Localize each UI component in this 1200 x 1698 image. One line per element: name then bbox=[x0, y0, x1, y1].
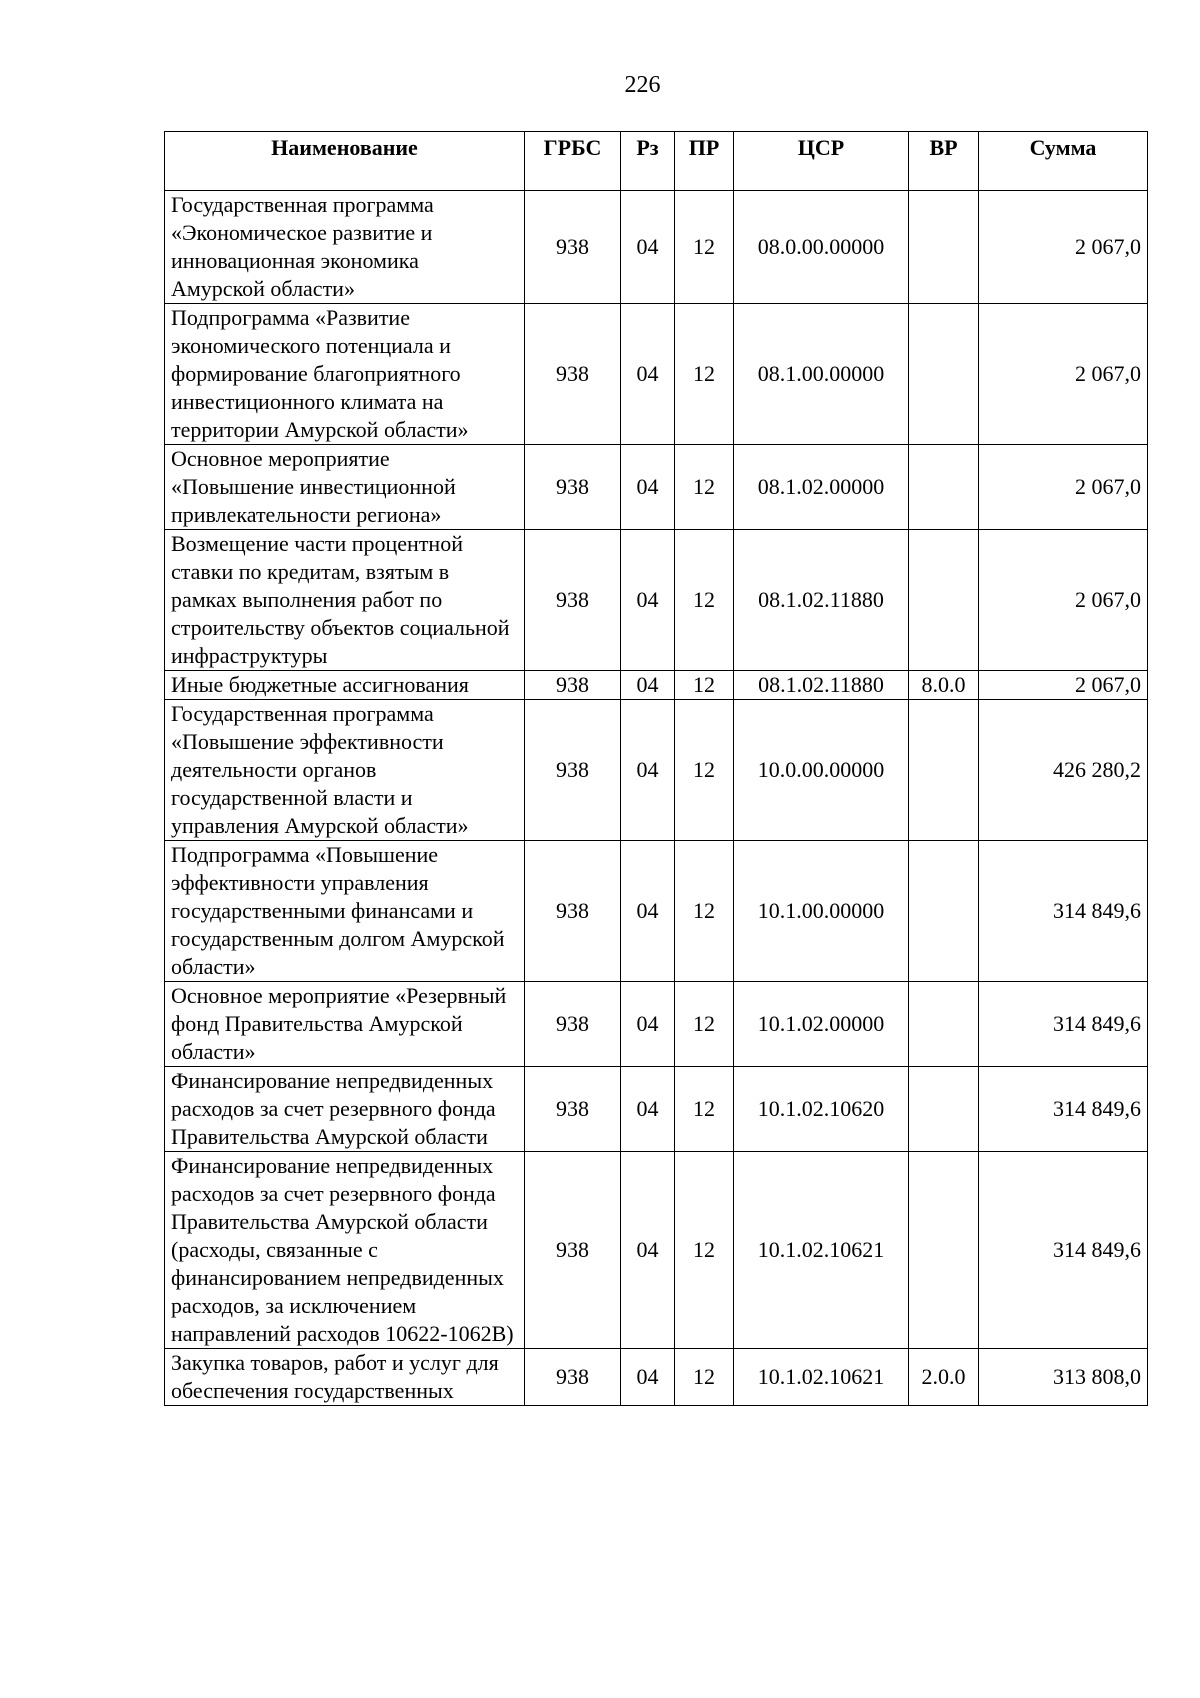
row-pr: 12 bbox=[675, 1067, 734, 1152]
row-rz: 04 bbox=[621, 841, 675, 982]
row-name: Возмещение части процентной ставки по кредитам, взятым в рамках выполнения работ по строительству объектов социальной инфраструктуры bbox=[165, 530, 525, 671]
table-body bbox=[165, 191, 1148, 1406]
row-vr bbox=[909, 700, 979, 841]
row-vr bbox=[909, 530, 979, 671]
row-sum: 314 849,6 bbox=[979, 1067, 1148, 1152]
row-sum: 2 067,0 bbox=[979, 530, 1148, 671]
row-rz: 04 bbox=[621, 1152, 675, 1349]
row-csr: 08.0.00.00000 bbox=[734, 191, 909, 304]
row-vr bbox=[909, 445, 979, 530]
row-pr: 12 bbox=[675, 841, 734, 982]
row-name: Подпрограмма «Повышение эффективности управления государственными финансами и государственным долгом Амурской области» bbox=[165, 841, 525, 982]
row-name: Финансирование непредвиденных расходов за счет резервного фонда Правительства Амурской области bbox=[165, 1067, 525, 1152]
row-grbs: 938 bbox=[525, 191, 621, 304]
row-pr: 12 bbox=[675, 1349, 734, 1406]
row-name: Финансирование непредвиденных расходов за счет резервного фонда Правительства Амурской области (расходы, связанные с финансированием непредвиденных расходов, за исключением направлений расходов 10622-1062В) bbox=[165, 1152, 525, 1349]
row-sum: 2 067,0 bbox=[979, 445, 1148, 530]
header-csr: ЦСР bbox=[734, 132, 909, 191]
row-csr: 08.1.02.11880 bbox=[734, 530, 909, 671]
table-row bbox=[165, 530, 1148, 671]
table-row bbox=[165, 191, 1148, 304]
row-grbs: 938 bbox=[525, 530, 621, 671]
row-vr bbox=[909, 304, 979, 445]
row-vr: 2.0.0 bbox=[909, 1349, 979, 1406]
row-sum: 314 849,6 bbox=[979, 982, 1148, 1067]
row-vr bbox=[909, 191, 979, 304]
row-name: Закупка товаров, работ и услуг для обеспечения государственных bbox=[165, 1349, 525, 1406]
row-grbs: 938 bbox=[525, 1067, 621, 1152]
row-rz: 04 bbox=[621, 530, 675, 671]
row-rz: 04 bbox=[621, 1349, 675, 1406]
header-vr: ВР bbox=[909, 132, 979, 191]
row-name: Основное мероприятие «Резервный фонд Правительства Амурской области» bbox=[165, 982, 525, 1067]
header-name: Наименование bbox=[165, 132, 525, 191]
row-rz: 04 bbox=[621, 1067, 675, 1152]
row-rz: 04 bbox=[621, 700, 675, 841]
row-rz: 04 bbox=[621, 191, 675, 304]
table-header-row bbox=[165, 132, 1148, 191]
table-row bbox=[165, 1152, 1148, 1349]
page-number: 226 bbox=[624, 72, 661, 98]
table-row bbox=[165, 982, 1148, 1067]
row-csr: 10.1.02.10621 bbox=[734, 1349, 909, 1406]
row-csr: 10.1.00.00000 bbox=[734, 841, 909, 982]
budget-table bbox=[164, 131, 1148, 1406]
header-sum: Сумма bbox=[979, 132, 1148, 191]
row-rz: 04 bbox=[621, 982, 675, 1067]
row-sum: 2 067,0 bbox=[979, 191, 1148, 304]
row-pr: 12 bbox=[675, 530, 734, 671]
row-csr: 08.1.02.00000 bbox=[734, 445, 909, 530]
table-row bbox=[165, 700, 1148, 841]
table-row bbox=[165, 304, 1148, 445]
header-pr: ПР bbox=[675, 132, 734, 191]
row-name: Иные бюджетные ассигнования bbox=[165, 671, 525, 700]
row-grbs: 938 bbox=[525, 671, 621, 700]
row-grbs: 938 bbox=[525, 1152, 621, 1349]
row-grbs: 938 bbox=[525, 700, 621, 841]
row-name: Государственная программа «Повышение эффективности деятельности органов государственной власти и управления Амурской области» bbox=[165, 700, 525, 841]
table-row bbox=[165, 841, 1148, 982]
row-rz: 04 bbox=[621, 671, 675, 700]
header-rz: Рз bbox=[621, 132, 675, 191]
table-row bbox=[165, 1349, 1148, 1406]
row-rz: 04 bbox=[621, 304, 675, 445]
row-pr: 12 bbox=[675, 1152, 734, 1349]
table-row bbox=[165, 1067, 1148, 1152]
row-rz: 04 bbox=[621, 445, 675, 530]
row-pr: 12 bbox=[675, 191, 734, 304]
row-grbs: 938 bbox=[525, 304, 621, 445]
row-pr: 12 bbox=[675, 671, 734, 700]
row-sum: 2 067,0 bbox=[979, 671, 1148, 700]
header-grbs: ГРБС bbox=[525, 132, 621, 191]
row-sum: 426 280,2 bbox=[979, 700, 1148, 841]
row-grbs: 938 bbox=[525, 982, 621, 1067]
row-csr: 10.1.02.10621 bbox=[734, 1152, 909, 1349]
row-pr: 12 bbox=[675, 982, 734, 1067]
row-csr: 08.1.02.11880 bbox=[734, 671, 909, 700]
row-csr: 10.1.02.00000 bbox=[734, 982, 909, 1067]
row-pr: 12 bbox=[675, 700, 734, 841]
row-csr: 08.1.00.00000 bbox=[734, 304, 909, 445]
row-name: Основное мероприятие «Повышение инвестиционной привлекательности региона» bbox=[165, 445, 525, 530]
table-row bbox=[165, 671, 1148, 700]
row-sum: 314 849,6 bbox=[979, 841, 1148, 982]
row-pr: 12 bbox=[675, 304, 734, 445]
row-sum: 314 849,6 bbox=[979, 1152, 1148, 1349]
row-sum: 2 067,0 bbox=[979, 304, 1148, 445]
row-name: Государственная программа «Экономическое развитие и инновационная экономика Амурской области» bbox=[165, 191, 525, 304]
row-pr: 12 bbox=[675, 445, 734, 530]
row-name: Подпрограмма «Развитие экономического потенциала и формирование благоприятного инвестиционного климата на территории Амурской области» bbox=[165, 304, 525, 445]
row-vr bbox=[909, 841, 979, 982]
row-vr bbox=[909, 1152, 979, 1349]
table-row bbox=[165, 445, 1148, 530]
row-sum: 313 808,0 bbox=[979, 1349, 1148, 1406]
row-grbs: 938 bbox=[525, 445, 621, 530]
row-grbs: 938 bbox=[525, 841, 621, 982]
row-vr: 8.0.0 bbox=[909, 671, 979, 700]
row-csr: 10.0.00.00000 bbox=[734, 700, 909, 841]
row-vr bbox=[909, 1067, 979, 1152]
row-vr bbox=[909, 982, 979, 1067]
row-csr: 10.1.02.10620 bbox=[734, 1067, 909, 1152]
row-grbs: 938 bbox=[525, 1349, 621, 1406]
